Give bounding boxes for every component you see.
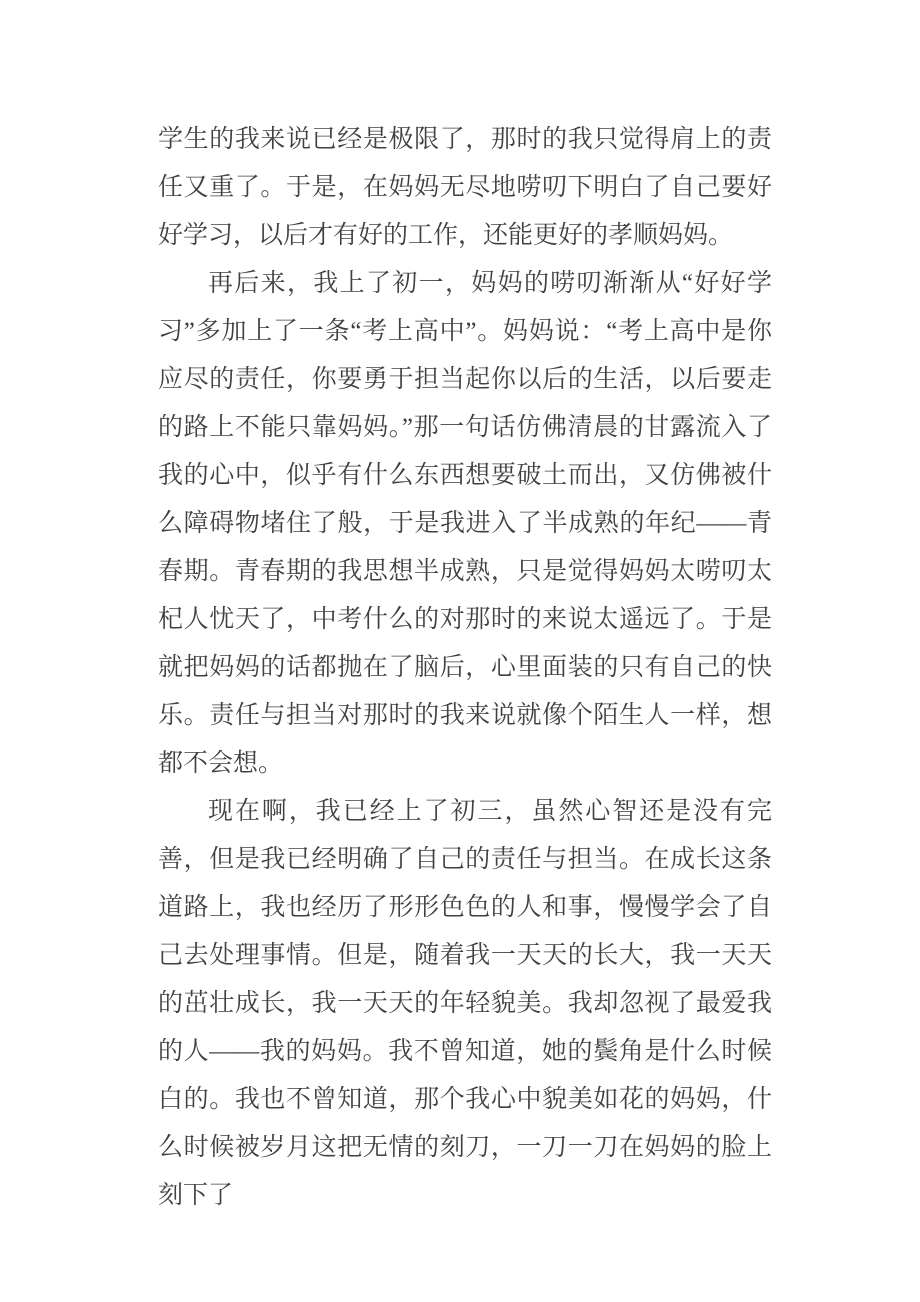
- essay-paragraph: 再后来，我上了初一，妈妈的唠叨渐渐从“好好学习”多加上了一条“考上高中”。妈妈说：“考上高中是你应尽的责任，你要勇于担当起你以后的生活，以后要走的路上不能只靠妈妈。”那一句话仿佛清晨的甘露流入了我的心中，似乎有什么东西想要破土而出，又仿佛被什么障碍物堵住了般，于是我进入了半成熟的年纪——青春期。青春期的我思想半成熟，只是觉得妈妈太唠叨太杞人忧天了，中考什么的对那时的来说太遥远了。于是就把妈妈的话都抛在了脑后，心里面装的只有自己的快乐。责任与担当对那时的我来说就像个陌生人一样，想都不会想。: [158, 270, 772, 777]
- essay-paragraph: 学生的我来说已经是极限了，那时的我只觉得肩上的责任又重了。于是，在妈妈无尽地唠叨下明白了自己要好好学习，以后才有好的工作，还能更好的孝顺妈妈。: [158, 126, 772, 249]
- essay-paragraph: 现在啊，我已经上了初三，虽然心智还是没有完善，但是我已经明确了自己的责任与担当。在成长这条道路上，我也经历了形形色色的人和事，慢慢学会了自己去处理事情。但是，随着我一天天的长大，我一天天的茁壮成长，我一天天的年轻貌美。我却忽视了最爱我的人——我的妈妈。我不曾知道，她的鬓角是什么时候白的。我也不曾知道，那个我心中貌美如花的妈妈，什么时候被岁月这把无情的刻刀，一刀一刀在妈妈的脸上刻下了: [158, 798, 772, 1209]
- essay-text-body: [158, 116, 772, 1220]
